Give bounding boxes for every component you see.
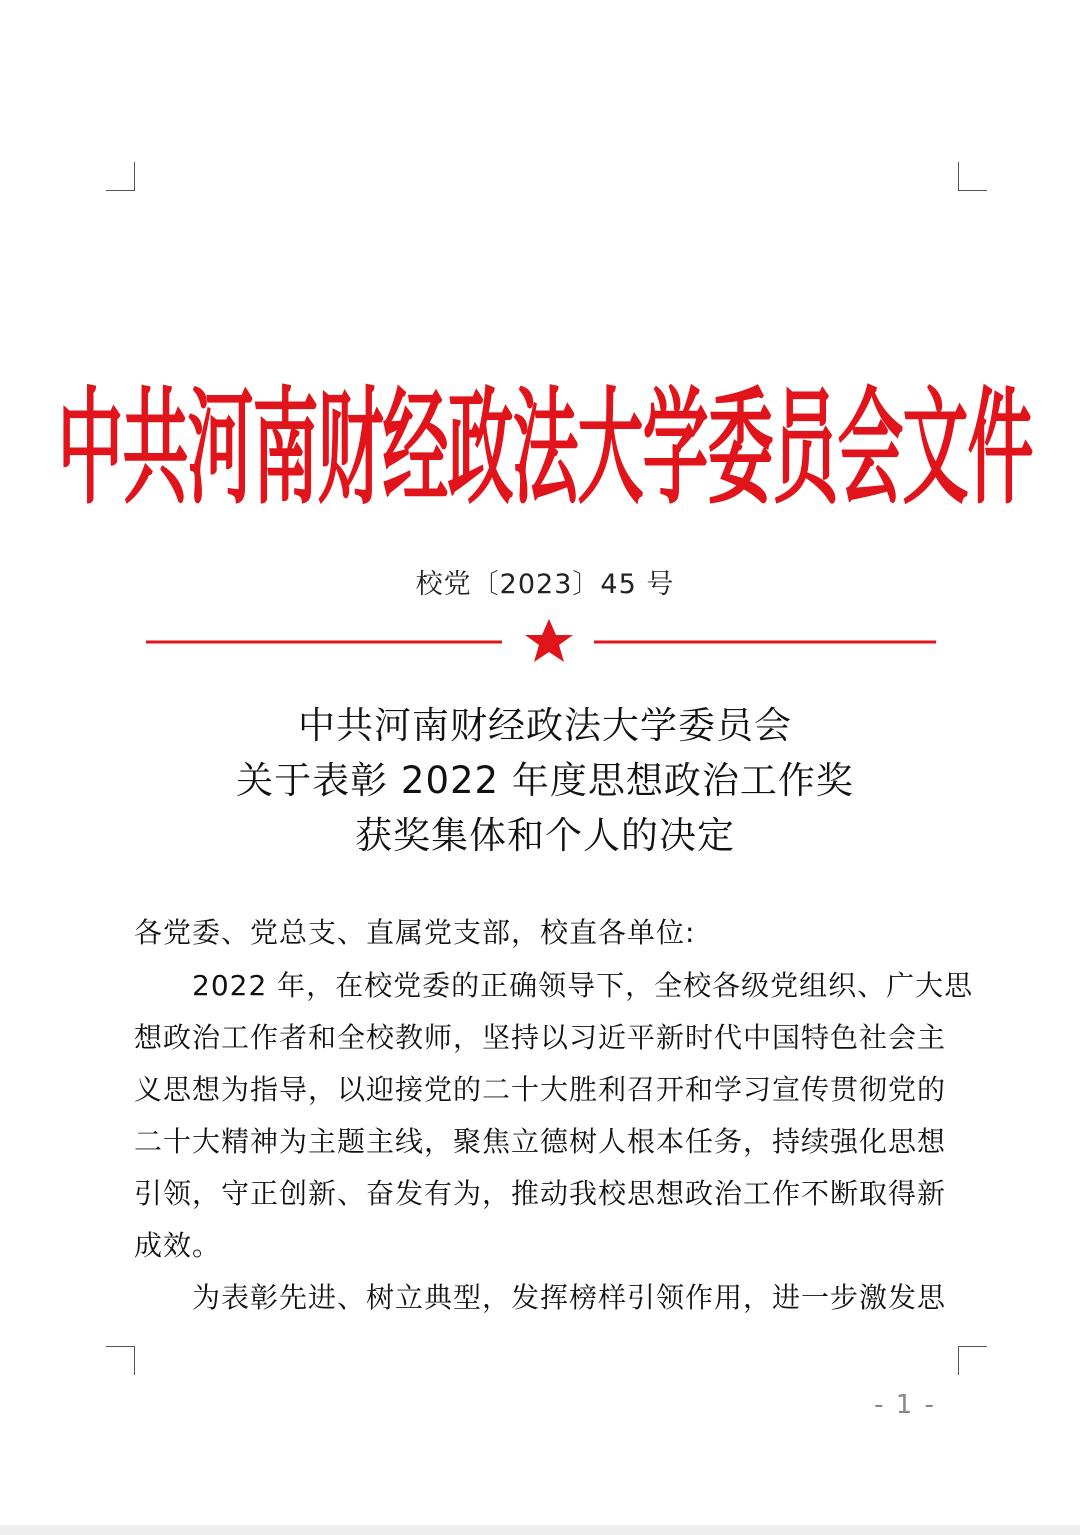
- document-title: [0, 698, 1080, 863]
- paragraph-2-line-1: 为表彰先进、树立典型，发挥榜样引领作用，进一步激发思: [192, 1281, 947, 1314]
- paragraph-1-line-2: 想政治工作者和全校教师，坚持以习近平新时代中国特色社会主: [134, 1021, 947, 1054]
- title-line-2: 关于表彰 2022 年度思想政治工作奖: [236, 759, 854, 802]
- red-divider: [146, 612, 936, 672]
- masthead-title: 中共河南财经政法大学委员会文件: [57, 373, 1033, 522]
- title-line-3: 获奖集体和个人的决定: [355, 814, 735, 857]
- crop-mark-bottom-right: [958, 1346, 987, 1375]
- paragraph-1-line-4: 二十大精神为主题主线，聚焦立德树人根本任务，持续强化思想: [134, 1125, 947, 1158]
- document-body: [134, 960, 974, 1324]
- red-header-masthead: [57, 362, 1033, 522]
- salutation: 各党委、党总支、直属党支部，校直各单位:: [134, 916, 696, 949]
- crop-mark-top-right: [958, 162, 987, 191]
- star-icon: [525, 619, 573, 662]
- title-line-1: 中共河南财经政法大学委员会: [298, 704, 792, 747]
- paragraph-1-line-3: 义思想为指导，以迎接党的二十大胜利召开和学习宣传贯彻党的: [134, 1073, 947, 1106]
- document-number: 校党〔2023〕45 号: [415, 569, 675, 600]
- crop-mark-bottom-left: [106, 1346, 135, 1375]
- bottom-edge: [0, 1525, 1080, 1535]
- paragraph-1-line-5: 引领，守正创新、奋发有为，推动我校思想政治工作不断取得新: [134, 1177, 947, 1210]
- crop-mark-top-left: [106, 162, 135, 191]
- page-number: - 1 -: [874, 1390, 936, 1420]
- paragraph-1-line-1: 2022 年，在校党委的正确领导下，全校各级党组织、广大思: [192, 969, 974, 1002]
- paragraph-1-line-6: 成效。: [134, 1229, 222, 1262]
